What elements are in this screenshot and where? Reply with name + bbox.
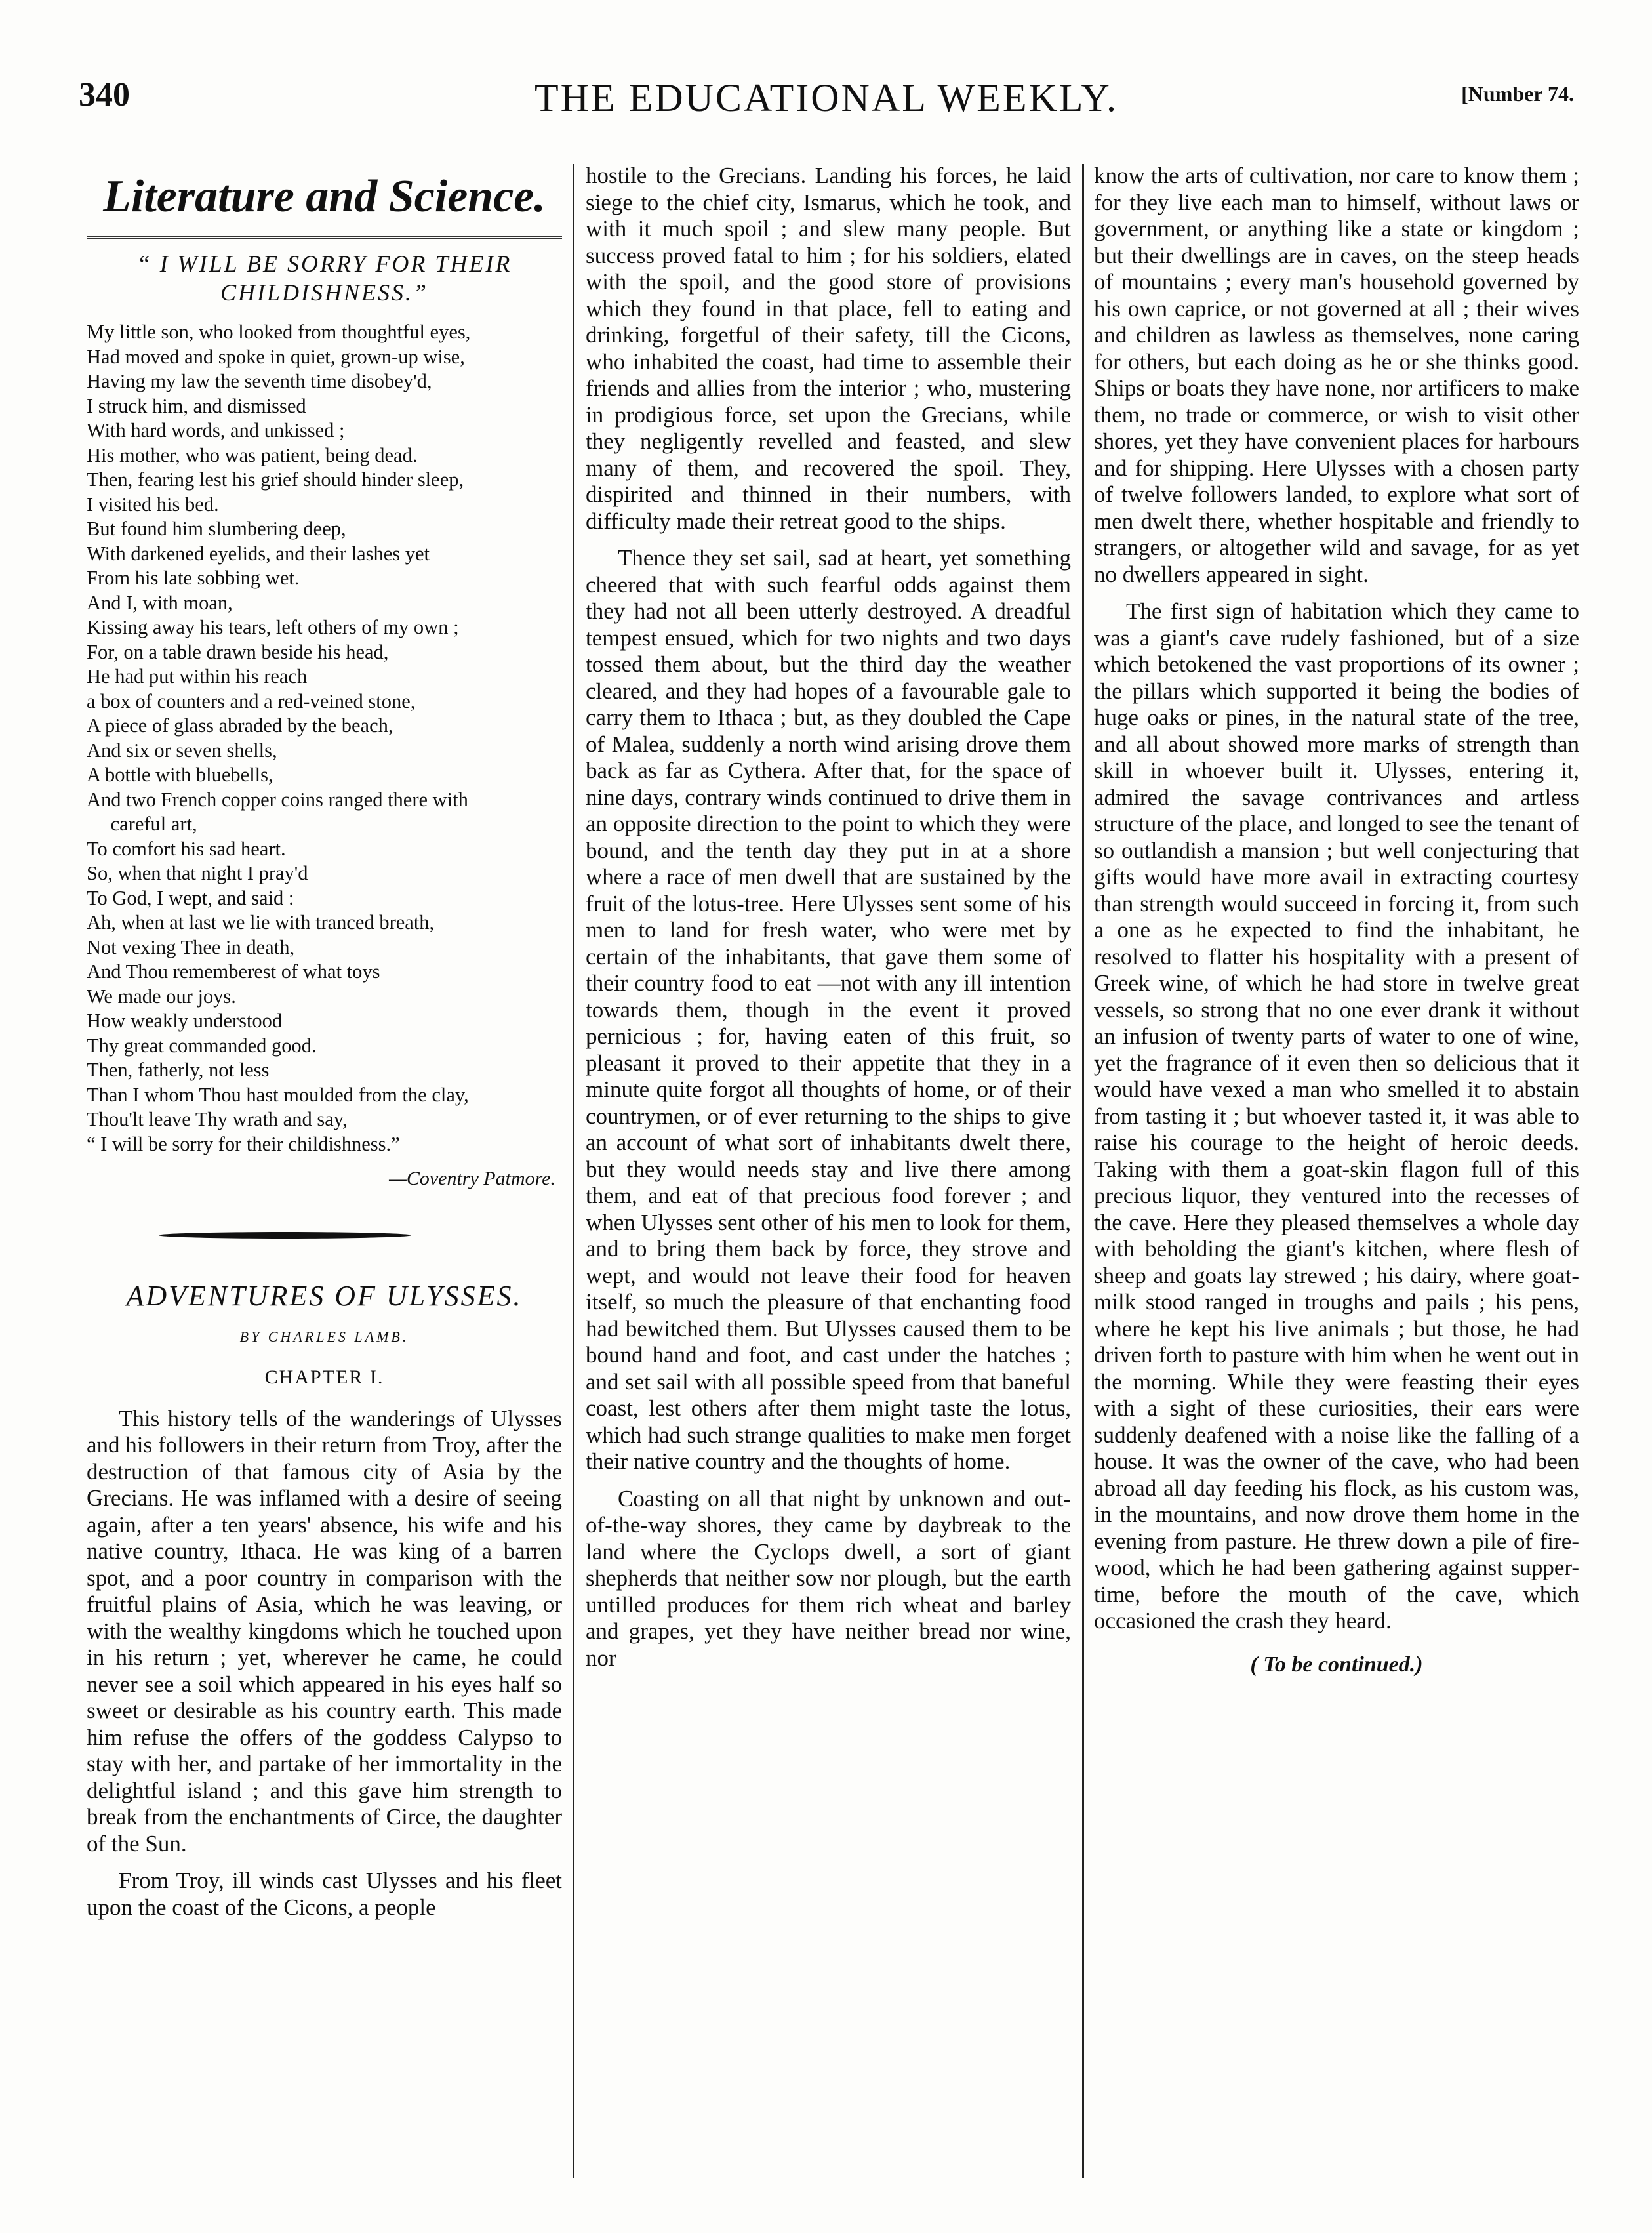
poem-title: “ I WILL BE SORRY FOR THEIR CHILDISHNESS.” bbox=[136, 251, 512, 306]
column-1-text bbox=[87, 1406, 562, 1921]
paragraph: Thence they set sail, sad at heart, yet something cheered that with such fearful odds against them they had not all been utterly destroyed. A dreadful tempest ensued, which for two nights and two days tossed them about, but the third day the weather cleared, and they had hopes of a favourable gale to carry them to Ithaca ; but, as they doubled the Cape of Malea, suddenly a north wind arising drove them back as far as Cythera. After that, for the space of nine days, contrary winds continued to drive them in an opposite direction to the point to which they were bound, and the tenth day they put in at a shore where a race of men dwell that are sustained by the fruit of the lotus-tree. Here Ulysses sent some of his men to land for fresh water, who were met by certain of the inhabitants, that gave them some of their country food to eat —not with any ill intention towards them, though in the event it proved pernicious ; for, having eaten of this fruit, so pleasant it proved to their appetite that they in a minute quite forgot all thoughts of home, or of their countrymen, or of ever returning to the ships to give an account of what sort of inhabitants dwelt there, but they would needs stay and live there among them, and eat of that precious food forever ; and when Ulysses sent other of his men to look for them, and to bring them back by force, they strove and wept, and would not leave their food for heaven itself, so much the pleasure of that enchanting food had bewitched them. But Ulysses caused them to be bound hand and foot, and cast under the hatches ; and set sail with all possible speed from that baneful coast, lest others after them might taste the lotus, which had such strange qualities to make men forget their native country and the thoughts of home. bbox=[586, 545, 1071, 1474]
poem-line: His mother, who was patient, being dead. bbox=[87, 443, 418, 466]
paragraph: hostile to the Grecians. Landing his forces, he laid siege to the chief city, Ismarus, which he took, and with it much spoil ; and slew many people. But success proved fatal to him ; for his soldiers, elated with the spoil, and the good store of provisions which they found in that place, fell to eating and drinking, forgetful of their safety, till the Cicons, who inhabited the coast, had time to assemble their friends and allies from the interior ; who, mustering in prodigious force, set upon the Grecians, while they negligently revelled and feasted, and slew many of them, and recovered the spoil. They, dispirited and thinned in their numbers, with difficulty made their retreat good to the ships. bbox=[586, 163, 1071, 534]
poem-line: Than I whom Thou hast moulded from the clay, bbox=[87, 1083, 469, 1106]
poem-line: “ I will be sorry for their childishness.” bbox=[87, 1132, 400, 1155]
column-rule-1 bbox=[573, 164, 574, 2178]
poem-line: Had moved and spoke in quiet, grown-up wise, bbox=[87, 345, 465, 368]
poem-line: With hard words, and unkissed ; bbox=[87, 419, 345, 441]
paragraph: This history tells of the wanderings of Ulysses and his followers in their return from Troy, after the destruction of that famous city of Asia by the Grecians. He was inflamed with a desire of seeing again, after a ten years' absence, his wife and his native country, Ithaca. He was king of a barren spot, and a poor country in comparison with the fruitful plains of Asia, which he was leaving, or with the wealthy kingdoms which he touched upon in his return ; yet, wherever he came, he could never see a soil which appeared in his eyes half so sweet or desirable as his country earth. This made him refuse the offers of the goddess Calypso to stay with her, and partake of her immortality in the delightful island ; and this gave him strength to break from the enchantments of Circe, the daughter of the Sun. bbox=[87, 1405, 562, 1856]
story-title: ADVENTURES OF ULYSSES. bbox=[126, 1279, 523, 1312]
ornament-divider bbox=[87, 1212, 562, 1258]
poem-line: But found him slumbering deep, bbox=[87, 518, 346, 540]
paragraph: Coasting on all that night by unknown and out-of-the-way shores, they came by daybreak to the land where the Cyclops dwell, a sort of giant shepherds that neither sow nor plough, but the earth untilled produces for them rich wheat and barley and grapes, yet they have neither bread nor wine, nor bbox=[586, 1485, 1071, 1671]
poem-line: We made our joys. bbox=[87, 985, 236, 1008]
journal-title: THE EDUCATIONAL WEEKLY. bbox=[534, 76, 1119, 119]
column-1 bbox=[87, 163, 562, 1931]
column-2 bbox=[586, 163, 1071, 1682]
section-rule bbox=[87, 236, 562, 239]
poem-line: I struck him, and dismissed bbox=[87, 394, 306, 417]
poem-line: A bottle with bluebells, bbox=[87, 764, 273, 786]
poem-line: Then, fatherly, not less bbox=[87, 1059, 270, 1081]
poem-line: careful art, bbox=[110, 813, 197, 835]
poem-line: He had put within his reach bbox=[87, 665, 308, 687]
chapter-heading: CHAPTER I. bbox=[264, 1366, 384, 1388]
page-header bbox=[79, 75, 1574, 128]
poem-line: Thou'lt leave Thy wrath and say, bbox=[87, 1108, 348, 1130]
paragraph: know the arts of cultivation, nor care to know them ; for they live each man to himself, without laws or government, or anything like a state or kingdom ; but their dwellings are in caves, on the steep heads of mountains ; every man's household governed by his own caprice, or not governed at all ; their wives and children as lawless as themselves, none caring for others, but each doing as he or she thinks good. Ships or boats they have none, nor artificers to make them, no trade or commerce, or wish to visit other shores, yet they have convenient places for harbours and for shipping. Here Ulysses with a chosen party of twelve followers landed, to explore what sort of men dwelt there, whether hospitable and friendly to strangers, or altogether wild and savage, for as yet no dwellers appeared in sight. bbox=[1094, 163, 1579, 587]
poem-line: Not vexing Thee in death, bbox=[87, 935, 295, 958]
poem-line: How weakly understood bbox=[87, 1010, 283, 1032]
column-3 bbox=[1094, 163, 1579, 1678]
poem-line: To God, I wept, and said : bbox=[87, 886, 294, 909]
poem-line: Then, fearing lest his grief should hinder sleep, bbox=[87, 468, 464, 491]
issue-number: [Number 74. bbox=[1461, 82, 1574, 106]
poem-line: I visited his bed. bbox=[87, 493, 219, 516]
header-rule bbox=[85, 138, 1577, 140]
poem-line: Ah, when at last we lie with tranced breath, bbox=[87, 911, 435, 933]
column-rule-2 bbox=[1082, 164, 1084, 2178]
poem-line: With darkened eyelids, and their lashes yet bbox=[87, 542, 430, 565]
poem-line: And six or seven shells, bbox=[87, 739, 277, 762]
poem-line: From his late sobbing wet. bbox=[87, 567, 300, 589]
section-title: Literature and Science. bbox=[103, 171, 546, 222]
poem-line: Thy great commanded good. bbox=[87, 1034, 317, 1057]
poem-line: a box of counters and a red-veined stone, bbox=[87, 689, 416, 712]
paragraph: From Troy, ill winds cast Ulysses and his fleet upon the coast of the Cicons, a people bbox=[87, 1868, 562, 1920]
poem-line: And two French copper coins ranged there with bbox=[87, 788, 468, 811]
to-be-continued: ( To be continued.) bbox=[1250, 1652, 1423, 1677]
paragraph: The first sign of habitation which they came to was a giant's cave rudely fashioned, but of a size which betokened the vast proportions of its owner ; the pillars which supported it being the bodies of huge oaks or pines, in the natural state of the tree, and all about showed more marks of strength than skill in whoever built it. Ulysses, entering it, admired the savage contrivances and artless structure of the place, and longed to see the tenant of so outlandish a mansion ; but well conjecturing that gifts would have more avail in extracting courtesy than strength would succeed in forcing it, from such a one as he expected to find the inhabitant, he resolved to flatter his hospitality with a present of Greek wine, of which he had store in twelve great vessels, so strong that no one ever drank it without an infusion of twenty parts of water to one of wine, yet the fragrance of it even then so delicious that it would have vexed a man who smelled it to abstain from tasting it ; but whoever tasted it, it was able to raise his courage to the height of heroic deeds. Taking with them a goat-skin flagon full of this precious liquor, they ventured into the recesses of the cave. Here they pleased themselves a whole day with beholding the giant's kitchen, where flesh of sheep and goats lay strewed ; his dairy, where goat-milk stood ranged in troughs and pails ; his pens, where he kept his live animals ; but those, he had driven forth to pasture with him when he went out in the morning. While they were feasting their eyes with a sight of these curiosities, their ears were suddenly deafened with a noise like the falling of a house. It was the owner of the cave, who had been abroad all day feeding his flock, as his custom was, in the mountains, and now drove them home in the evening from pasture. He threw down a pile of fire-wood, which he had been gathering against supper-time, before the mouth of the cave, which occasioned the crash they heard. bbox=[1094, 598, 1579, 1633]
poem-line: And Thou rememberest of what toys bbox=[87, 960, 380, 983]
poem-line: A piece of glass abraded by the beach, bbox=[87, 714, 393, 737]
poem-author: —Coventry Patmore. bbox=[389, 1168, 555, 1189]
poem-body bbox=[87, 320, 562, 1157]
poem-line: So, when that night I pray'd bbox=[87, 862, 308, 884]
poem-line: Having my law the seventh time disobey'd, bbox=[87, 370, 432, 392]
poem-line: And I, with moan, bbox=[87, 591, 233, 614]
story-byline: BY CHARLES LAMB. bbox=[239, 1328, 409, 1345]
poem-line: Kissing away his tears, left others of my own ; bbox=[87, 616, 459, 638]
poem-line: To comfort his sad heart. bbox=[87, 837, 286, 860]
poem-line: For, on a table drawn beside his head, bbox=[87, 640, 389, 663]
poem-line: My little son, who looked from thoughtful eyes, bbox=[87, 321, 471, 343]
page-number: 340 bbox=[79, 76, 130, 113]
